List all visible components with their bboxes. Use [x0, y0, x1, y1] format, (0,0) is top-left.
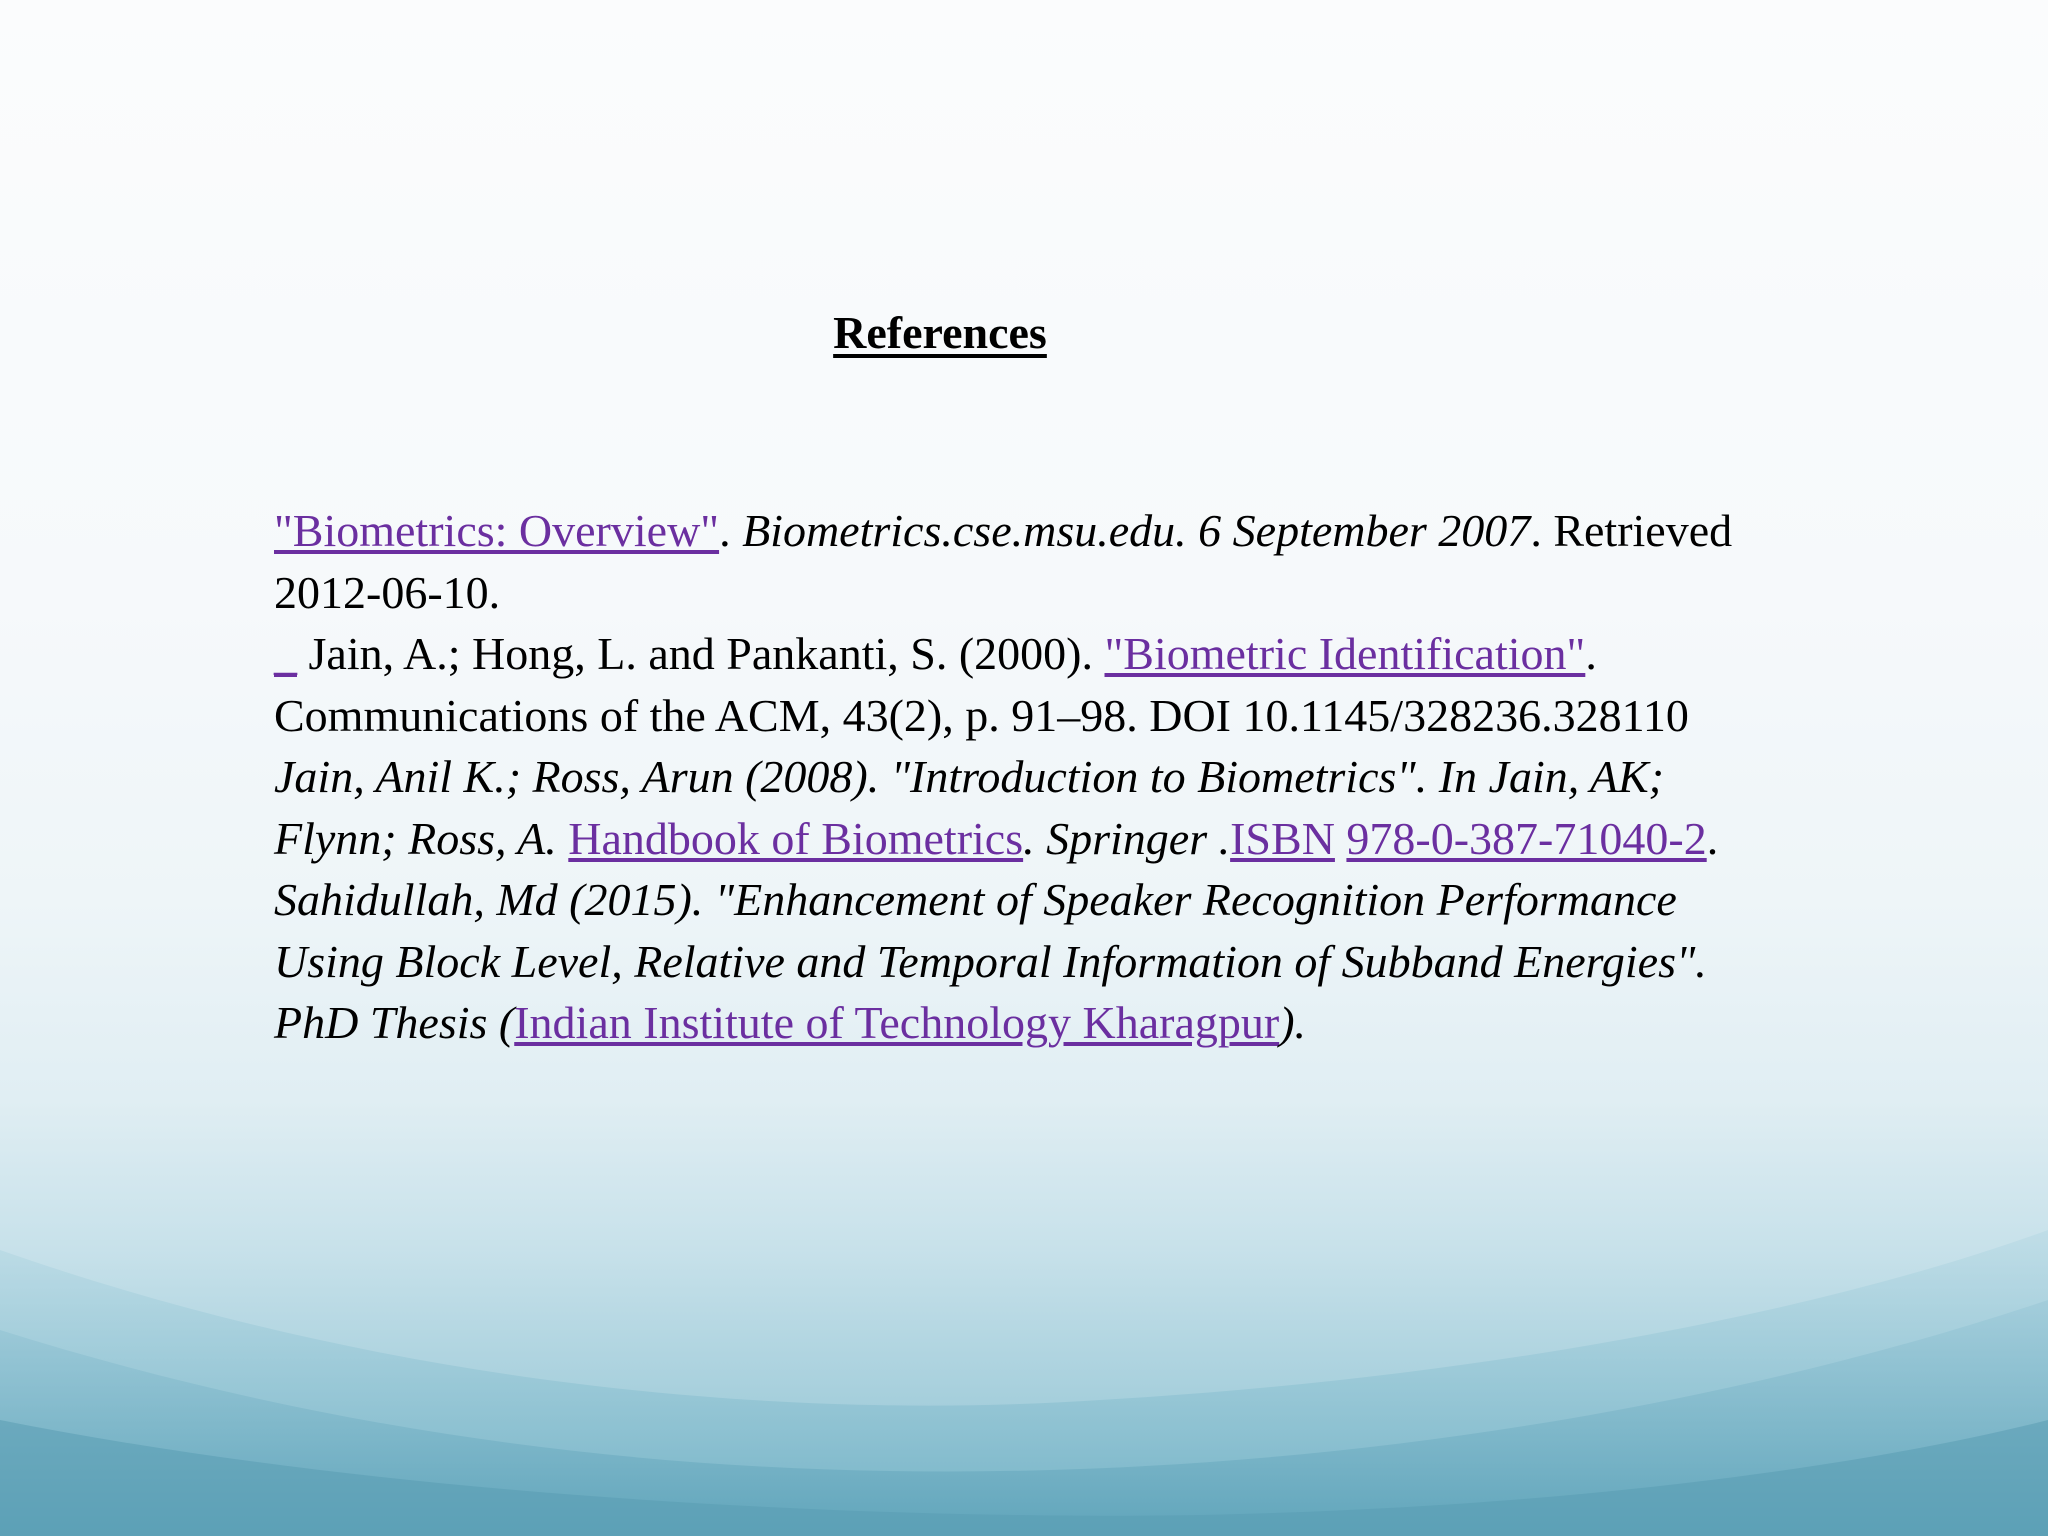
reference-retrieved: . Retrieved 2012-06-10. — [274, 505, 1733, 618]
reference-item — [274, 869, 1774, 1054]
reference-authors: Jain, Anil K.; Ross, Arun (2008). "Introduction to Biometrics". In Jain, AK; Flynn; Ross, A. — [274, 751, 1664, 864]
reference-end: ). — [1279, 997, 1307, 1048]
reference-link-biometrics-overview[interactable]: "Biometrics: Overview" — [274, 505, 720, 556]
reference-separator: . — [719, 505, 743, 556]
reference-anchor-mark[interactable]: _ — [274, 628, 297, 679]
reference-link-biometric-identification[interactable]: "Biometric Identification" — [1104, 628, 1586, 679]
reference-item — [274, 500, 1774, 623]
reference-link-handbook-of-biometrics[interactable]: Handbook of Biometrics — [568, 812, 1024, 864]
reference-authors: Jain, A.; Hong, L. and Pankanti, S. (2000). — [297, 628, 1105, 679]
reference-source: Biometrics.cse.msu.edu. 6 September 2007 — [742, 505, 1531, 556]
references-list — [274, 500, 1774, 1054]
reference-authors: Sahidullah, Md (2015). "Enhancement of Speaker Recognition Performance Using Block Level, Relative and Temporal Information of Subband Energies". PhD Thesis ( — [274, 874, 1707, 1048]
reference-publisher: . Springer . — [1023, 812, 1231, 864]
reference-link-iit-kharagpur[interactable]: Indian Institute of Technology Kharagpur — [514, 997, 1280, 1048]
page-title: References — [833, 307, 1047, 358]
reference-link-isbn-number[interactable]: 978-0-387-71040-2 — [1346, 812, 1707, 864]
reference-item — [274, 623, 1774, 746]
reference-item — [274, 746, 1774, 869]
reference-end: . — [1706, 812, 1719, 864]
reference-link-isbn[interactable]: ISBN — [1230, 812, 1335, 864]
reference-publication: . Communications of the ACM, 43(2), p. 91–98. DOI 10.1145/328236.328110 — [274, 628, 1689, 741]
